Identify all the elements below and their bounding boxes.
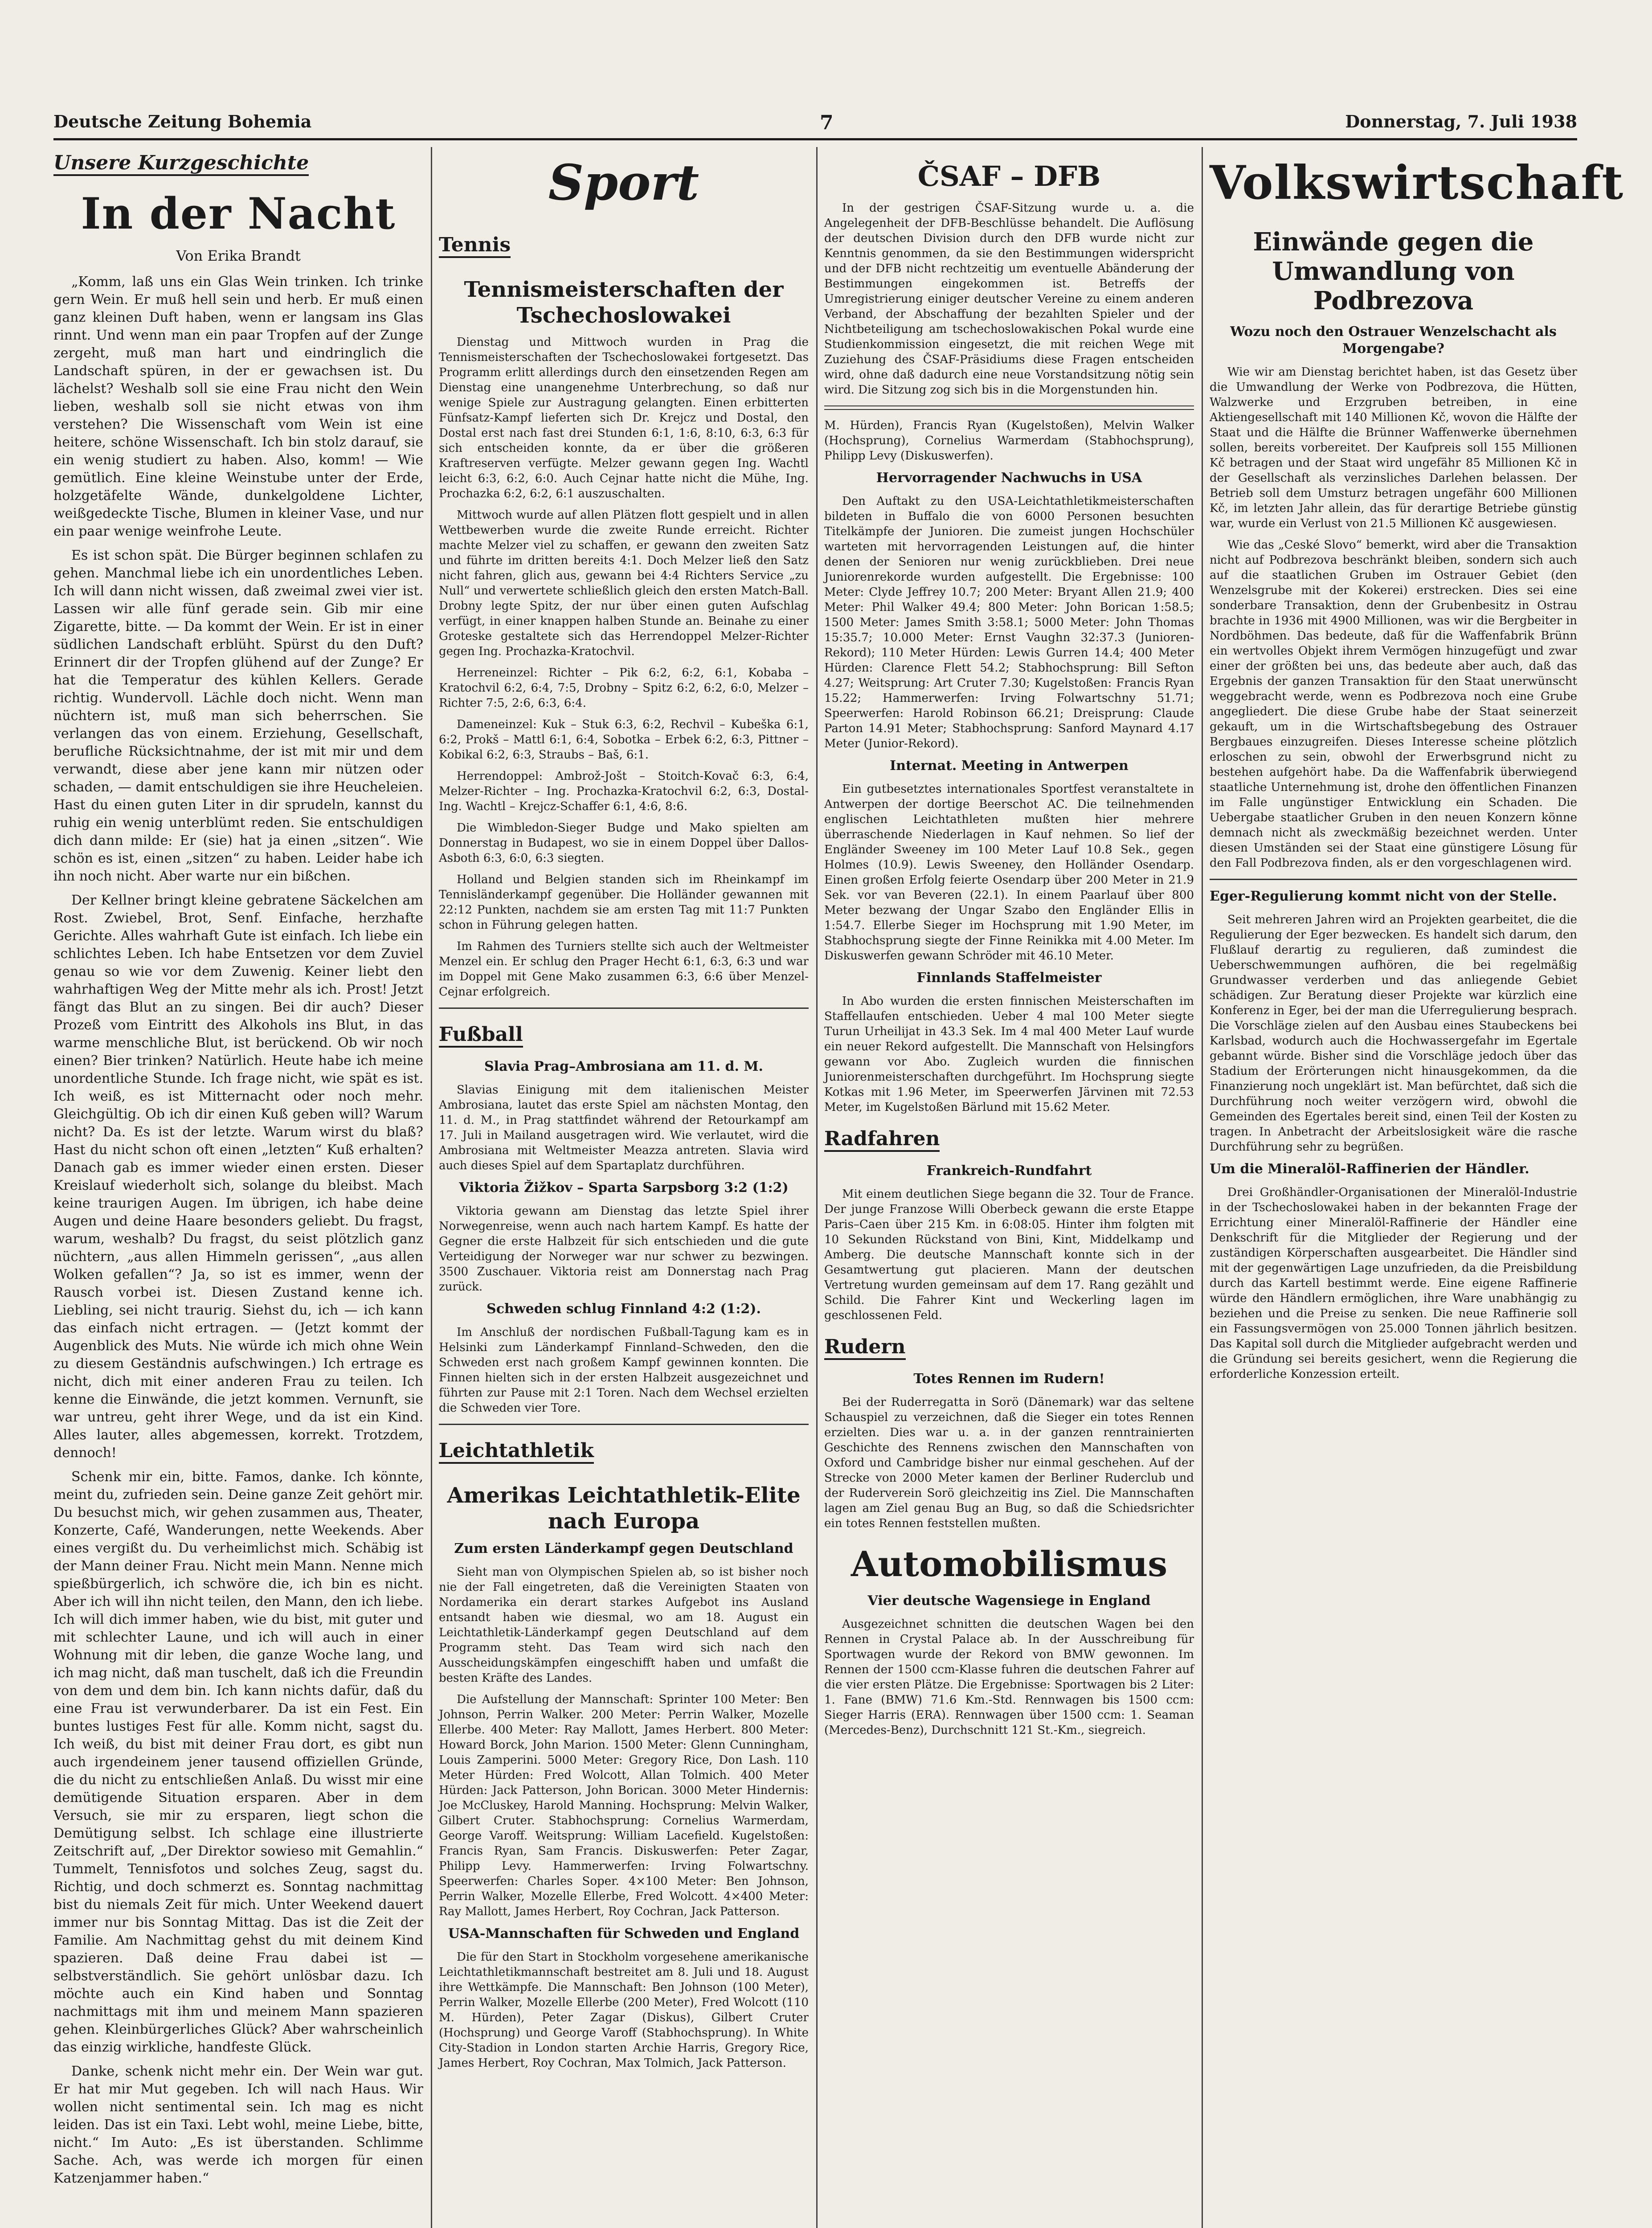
column-divider [816,147,818,2228]
story-paragraph: „Komm, laß uns ein Glas Wein trinken. Ich trinke gern Wein. Er muß hell sein und herb. Er muß einen ganz kleinen Duft haben, wenn er langsam ins Glas rinnt. Und wenn man ein paar Tropfen auf der Zunge zergeht, muß man hart und eindringlich die Landschaft spüren, in der er gewachsen ist. Du lächelst? Weshalb soll sie eine Frau nicht den Wein lieben, weshalb soll sie nicht etwas von ihm verstehen? Die Wissenschaft vom Wein ist eine heitere, schöne Wissenschaft. Ich bin stolz darauf, sie ein wenig studiert zu haben. Also, komm! — Wie gemütlich. Eine kleine Weinstube unter der Erde, holzgetäfelte Wände, dunkelgoldene Lichter, weißgedeckte Tische, Blumen in kleiner Vase, und nur ein paar wenige weinfrohe Leute. [53,274,423,539]
viktoria-text: Viktoria gewann am Dienstag das letzte Spiel ihrer Norwegenreise, wenn auch nach hartem Kampf. Es hatte der Gegner die erste Halbzeit für sich entschieden und die gute Verteidigung der Norweger war nur schwer zu bezwingen. 3500 Zuschauer. Viktoria reist am Donnerstag nach Prag zurück. [439,1204,809,1294]
story-title: In der Nacht [81,188,396,239]
section-label-athletics: Leichtathletik [439,1439,594,1464]
eger-text: Seit mehreren Jahren wird an Projekten gearbeitet, die die Regulierung der Eger bezwecken. Es handelt sich darum, den Flußlauf derartig zu regulieren, daß zumindest die Ueberschwemmungen aufhören, die bei regelmäßig Grundwasser verderben und das anliegende Gebiet schädigen. Zur Beratung dieser Projekte war kürzlich eine Konferenz in Eger, bei der man die Uferregulierung besprach. Die Vorschläge zielen auf den Ausbau eines Staubeckens bei Karlsbad, wodurch auch die Hochwassergefahr im Egertale gebannt würde. Bisher sind die Vorschläge jedoch über das Stadium der Erörterungen nicht hinausgekommen, da die Finanzierung noch ungeklärt ist. Man befürchtet, daß sich die Durchführung noch weiter verzögern wird, obwohl die Gemeinden des Egertales bereit sind, einen Teil der Kosten zu tragen. In Anbetracht der Arbeitslosigkeit wäre die rasche Durchführung sehr zu begrüßen. [1210,913,1577,1154]
story-paragraph: Der Kellner bringt kleine gebratene Säckelchen am Rost. Zwiebel, Brot, Senf. Einfache, herzhafte Gerichte. Alles wahrhaft Gute ist einfach. Ich liebe ein schlichtes Leben. Ich habe Entsetzen vor dem Zuviel genau so wie vor dem Zuwenig. Keiner liebt den wahrhaftigen Weg der Mitte mehr als ich. Prost! Jetzt fängt das Blut an zu singen. Bei dir auch? Dieser Prozeß vom Eintritt des Alkohols ins Blut, in das warme menschliche Blut, ist berückend. Ob wir noch einen? Bier trinken? Natürlich. Heute habe ich meine unordentliche Stunde. Ich frage nicht, wie spät es ist. Ich weiß, es ist Mitternacht oder noch mehr. Gleichgültig. Ob ich dir einen Kuß geben will? Warum nicht? Da. Es ist der letzte. Warum wirst du blaß? Hast du nicht schon oft einen „letzten“ Kuß erhalten? Danach gab es immer wieder einen ersten. Dieser Kreislauf wiederholt sich, solange du bleibst. Mach keine traurigen Augen. Im übrigen, ich habe deine Augen und deine Haare besonders geliebt. Du fragst, warum, weshalb? Du fragst, du seist plötzlich ganz nüchtern, „aus allen Himmeln gerissen“, „aus allen Wolken gefallen“? Ja, so ist es immer, wenn der Rausch vorbei ist. Diesen Zustand kenne ich. Liebling, sei nicht traurig. Siehst du, ich — ich kann das einfach nicht ertragen. — (Jetzt kommt der Augenblick des Muts. Nie würde ich mich ohne Wein zu diesem Geständnis aufschwingen.) Ich ertrage es nicht, dich mit einer anderen Frau zu teilen. Ich kenne die Einwände, die jetzt kommen. Vernunft, sie war untreu, geht ihrer Wege, und da ist ein Kind. Alles lauter, alles abgemessen, korrekt. Trotzdem, dennoch! [53,893,423,1461]
tennis-paragraph: Herreneinzel: Richter – Pik 6:2, 6:2, 6:1, Kobaba – Kratochvil 6:2, 6:4, 7:5, Drobny – Spitz 6:2, 6:2, 6:0, Melzer – Richter 7:5, 2:6, 6:3, 6:4. [439,666,809,710]
tennis-paragraph: Herrendoppel: Ambrož-Jošt – Stoitch-Kovač 6:3, 6:4, Melzer-Richter – Ing. Prochazka-Kratochvil 6:2, 6:3, Dostal-Ing. Wachtl – Krejcz-Schaffer 6:1, 4:6, 8:6. [439,770,809,813]
column-sport [439,147,809,2077]
auto-subheadline: Vier deutsche Wagensiege in England [867,1593,1151,1609]
economy-masthead: Volkswirtschaft [1210,155,1624,210]
section-label-tennis: Tennis [439,233,511,258]
tennis-paragraph: Die Wimbledon-Sieger Budge und Mako spielten am Donnerstag in Budapest, wo sie in einem Doppel über Dallos-Asboth 6:3, 6:0, 6:3 siegten. [439,821,809,865]
rowing-headline: Totes Rennen im Rudern! [913,1371,1105,1387]
section-label-cycling: Radfahren [824,1127,940,1152]
podbrezova-paragraph: Wie das „Ceské Slovo“ bemerkt, wird aber die Transaktion nicht auf Podbrezova beschränkt bleiben, sondern sich auch auf die staatlichen Gruben im Ostrauer Gebiet (den Wenzelsgrube mit der Kokerei) erstrecken. Dies sei eine sonderbare Transaktion, denn der Grubenbesitz in Ostrau brachte in 1936 mit 4900 Millionen, was wir die Bergbeiter in Nordböhmen. Das bedeute, daß für die Waffenfabrik Brünn ein wertvolles Objekt ihrem Vermögen hinzugefügt und zwar einer der größten bei uns, das bedeute aber auch, daß das Ergebnis der ganzen Transaktion für den Staat unerwünscht weggebracht werde, wenn es Podbrezova noch eine Grube angegliedert. Die diese Grube habe der Staat seinerzeit gekauft, um in die Wirtschaftsbegebung des Ostrauer Bergbaues einzugreifen. Dieses Interesse scheine plötzlich erloschen zu sein, obwohl der Erwerbsgrund nicht zu bestehen aufgehört habe. Da die Waffenfabrik überwiegend staatliche Unternehmung ist, drohe den öffentlichen Finanzen im Falle ungünstiger Entwicklung ein Schaden. Die Uebergabe staatlicher Gruben in den neuen Konzern könne demnach nicht als zweckmäßig bezeichnet werden. Unter diesen Umständen sei der Staat eine günstigere Lösung für den Fall Podbrezova finden, als er den vorgeschlagenen wird. [1210,538,1577,870]
schweden-headline: Schweden schlug Finnland 4:2 (1:2). [487,1301,761,1317]
usa-team-continued: M. Hürden), Francis Ryan (Kugelstoßen), Melvin Walker (Hochsprung), Cornelius Warmerdam (Stabhochsprung), Philipp Levy (Diskuswerfen). [824,419,1194,463]
schweden-text: Im Anschluß der nordischen Fußball-Tagung kam es in Helsinki zum Länderkampf Finnland–Schweden, den die Schweden erst nach großem Kampf gewinnen konnten. Die Finnen hielten sich in der ersten Halbzeit ausgezeichnet und führten zur Pause mit 2:1 Toren. Nach dem Wechsel erzielten die Schweden vier Tore. [439,1326,809,1415]
podbrezova-subheadline: Wozu noch den Ostrauer Wenzelschacht als Morgengabe? [1230,324,1557,356]
eger-headline: Eger-Regulierung kommt nicht von der Stelle. [1210,889,1557,904]
usa-paragraph: Die Aufstellung der Mannschaft: Sprinter 100 Meter: Ben Johnson, Perrin Walker. 200 Meter: Perrin Walker, Mozelle Ellerbe. 400 Meter: Ray Mallott, James Herbert. 800 Meter: Howard Borck, John Marion. 1500 Meter: Glenn Cunningham, Louis Zamperini. 5000 Meter: Gregory Rice, Don Lash. 110 Meter Hürden: Fred Wolcott, Allan Tolmich. 400 Meter Hürden: Jack Patterson, John Borican. 3000 Meter Hindernis: Joe McCluskey, Harold Manning. Hochsprung: Melvin Walker, Gilbert Cruter. Stabhochsprung: Cornelius Warmerdam, George Varoff. Weitsprung: William Lacefield. Kugelstoßen: Francis Ryan, Sam Francis. Diskuswerfen: Peter Zagar, Philipp Levy. Hammerwerfen: Irving Folwartschny. Speerwerfen: Charles Soper. 4×100 Meter: Ben Johnson, Perrin Walker, Mozelle Ellerbe, Fred Wolcott. 4×400 Meter: Ray Mallott, James Herbert, Roy Cochran, Jack Patterson. [439,1693,809,1918]
auto-headline: Automobilismus [851,1544,1168,1585]
finnland-headline: Finnlands Staffelmeister [916,970,1102,986]
sport-masthead: Sport [548,154,699,211]
usa-subheadline: Zum ersten Länderkampf gegen Deutschland [454,1541,793,1556]
csaf-dfb-headline: ČSAF – DFB [917,160,1101,192]
section-label-rowing: Rudern [824,1335,906,1360]
page-number: 7 [820,111,834,134]
header-rule [53,138,1577,140]
tennis-paragraph: Dameneinzel: Kuk – Stuk 6:3, 6:2, Rechvil – Kubeška 6:1, 6:2, Prokš – Mattl 6:1, 6:4, Sobotka – Erbek 6:2, 6:3, Pittner – Kobikal 6:2, 6:3, Straubs – Baš, 6:1. [439,718,809,762]
antwerpen-headline: Internat. Meeting in Antwerpen [890,758,1129,774]
issue-date: Donnerstag, 7. Juli 1938 [1345,111,1577,131]
usa-team-text: Die für den Start in Stockholm vorgesehene amerikanische Leichtathletikmannschaft bestreitet am 8. Juli und 18. August ihre Wettkämpfe. Die Mannschaft: Ben Johnson (100 Meter), Perrin Walker, Mozelle Ellerbe (200 Meter), Fred Wolcott (110 M. Hürden), Peter Zagar (Diskus), Gilbert Cruter (Hochsprung) und George Varoff (Stabhochsprung). In White City-Stadion in London starten Archie Harris, Gregory Rice, James Herbert, Roy Cochran, Max Tolmich, Jack Patterson. [439,1950,809,2070]
finnland-text: In Abo wurden die ersten finnischen Meisterschaften im Staffellaufen entschieden. Ueber 4 mal 100 Meter siegte Turun Urheilijat in 43.3 Sek. Im 4 mal 400 Meter Lauf wurde ein neuer Rekord aufgestellt. Die Mannschaft von Helsingfors gewann vor Abo. Zugleich wurden die finnischen Juniorenmeisterschaften durchgeführt. Im Hochsprung siegte Kotkas mit 1.96 Meter, im Speerwerfen Järvinen mit 72.53 Meter, im Kugelstoßen Bärlund mit 15.62 Meter. [824,995,1194,1114]
antwerpen-text: Ein gutbesetztes internationales Sportfest veranstaltete in Antwerpen der dortige Beerschot AC. Die teilnehmenden englischen Leichtathleten mußten hier mehrere überraschende Niederlagen in Kauf nehmen. So lief der Engländer Sweeney im 100 Meter Lauf 10.8 Sek., gegen Holmes (10.9). Lewis Sweeney, den Holländer Osendarp. Einen großen Erfolg feierte Osendarp über 200 Meter in 21.9 Sek. vor van Beveren (22.1). In einem Paarlauf über 800 Meter bezwang der Ungar Szabo den Engländer Ellis in 1:54.7. Ellerbe Sieger im Hochsprung mit 1.90 Meter, im Stabhochsprung siegte der Finne Reinikka mit 4.00 Meter. Im Diskuswerfen gewann Schröder mit 46.10 Meter. [824,782,1194,962]
tennis-paragraph: Im Rahmen des Turniers stellte sich auch der Weltmeister Menzel ein. Er schlug den Prager Hecht 6:1, 6:3, 6:3 und war im Doppel mit Gene Mako zusammen 6:3, 6:6 über Menzel-Cejnar erfolgreich. [439,940,809,999]
slavia-text: Slavias Einigung mit dem italienischen Meister Ambrosiana, lautet das erste Spiel am nächsten Montag, den 11. d. M., in Prag stattfindet während der Retourkampf am 17. Juli in Mailand ausgetragen wird. Wie verlautet, wird die Ambrosiana mit Weltmeister Meazza antreten. Slavia wird auch dieses Spiel auf dem Spartaplatz durchführen. [439,1083,809,1172]
nachwuchs-text: Den Auftakt zu den USA-Leichtathletikmeisterschaften bildeten in Buffalo die von 6000 Personen besuchten Titelkämpfe der Junioren. Die zumeist jungen Hochschüler warteten mit hervorragenden Leistungen auf, die hinter denen der Senioren nur wenig zurückblieben. Drei neue Juniorenrekorde wurden aufgestellt. Die Ergebnisse: 100 Meter: Clyde Jeffrey 10.7; 200 Meter: Bryant Allen 21.9; 400 Meter: Phil Walker 49.4; 800 Meter: John Borican 1:58.5; 1500 Meter: James Smith 3:58.1; 5000 Meter: John Thomas 15:35.7; 10.000 Meter: Ernst Vaughn 32:37.3 (Junioren-Rekord); 110 Meter Hürden: Lewis Gurren 14.4; 400 Meter Hürden: Clarence Flett 54.2; Stabhochsprung: Bill Sefton 4.27; Weitsprung: Art Cruter 7.30; Kugelstoßen: Francis Ryan 15.22; Hammerwerfen: Irving Folwartschny 51.71; Speerwerfen: Harold Robinson 66.21; Dreisprung: Claude Parton 14.91 Meter; Stabhochsprung: Sanford Maynard 4.17 Meter (Junior-Rekord). [824,495,1194,750]
tennis-headline: Tennismeisterschaften der Tschechoslowakei [464,277,784,328]
usa-team-headline: USA-Mannschaften für Schweden und England [448,1926,800,1941]
column-economy [1210,147,1624,1388]
section-label: Unsere Kurzgeschichte [53,152,309,176]
tennis-paragraph: Dienstag und Mittwoch wurden in Prag die Tennismeisterschaften der Tschechoslowakei fortgesetzt. Das Programm erlitt allerdings durch den einsetzenden Regen am Dienstag eine unangenehme Unterbrechung, so daß nur wenige Spiele zur Austragung gelangten. Einen erbitterten Fünfsatz-Kampf lieferten sich Dr. Krejcz und Dostal, den Dostal erst nach fast drei Stunden 6:1, 1:6, 8:10, 6:3, 6:3 für sich entscheiden konnte, da er über die größeren Kraftreserven verfügte. Melzer gewann gegen Ing. Wachtl leicht 6:3, 6:2, 6:0. Auch Cejnar hatte nicht die Mühe, Ing. Prochazka 6:2, 6:2, 6:1 auszuschalten. [439,336,809,500]
tour-headline: Frankreich-Rundfahrt [926,1163,1092,1179]
column-divider [431,147,432,2228]
mineral-headline: Um die Mineralöl-Raffinerien der Händler. [1210,1161,1529,1177]
separator [439,1008,809,1009]
separator [439,1424,809,1425]
page-header [53,107,1577,138]
rowing-text: Bei der Ruderregatta in Sorö (Dänemark) war das seltene Schauspiel zu verzeichnen, daß die Sieger ein totes Rennen erzielten. Dies war u. a. in der ganzen renntrainierten Geschichte des Rennens zwischen den Mannschaften von Oxford und Cambridge bisher nur einmal geschehen. Auf der Strecke von 2000 Meter kamen der Berliner Ruderclub und der Ruderverein Sorö gleichzeitig ins Ziel. Die Mannschaften lagen am Ziel genau Bug an Bug, so daß die Schiedsrichter ein totes Rennen feststellen mußten. [824,1396,1194,1530]
story-paragraph: Es ist schon spät. Die Bürger beginnen schlafen zu gehen. Manchmal liebe ich ein unordentliches Leben. Ich will dann nicht wissen, daß zweimal zwei vier ist. Lassen wir alle fünf gerade sein. Gib mir eine Zigarette, bitte. — Da kommt der Wein. Er ist in einer südlichen Landschaft erblüht. Spürst du den Duft? Erinnert dir der Tropfen glühend auf der Zunge? Er hat die Temperatur des kühlen Kellers. Gerade richtig. Wundervoll. Lächle doch nicht. Wenn man nüchtern ist, muß man sich beherrschen. Sie verlangen das von einem. Erziehung, Gesellschaft, berufliche Rücksichtnahme, der ist mit mir und dem verwandt, diese aber jene kann mir nützen oder schaden, — damit entschuldigen sie ihre Heucheleien. Hast du einen guten Liter in dir sprudeln, kannst du ruhig ein wenig unterblümt reden. Sie entschuldigen dich dann milde: Er (sie) hat ja einen „sitzen“. Wie schön es ist, einen „sitzen“ zu haben. Leider habe ich ihn noch nicht. Aber warte nur ein bißchen. [53,548,423,884]
tennis-paragraph: Mittwoch wurde auf allen Plätzen flott gespielt und in allen Wettbewerben wurde die zweite Runde erreicht. Richter machte Melzer viel zu schaffen, er gewann den zweiten Satz und führte im dritten bereits 4:1. Doch Melzer ließ den Satz nicht fahren, glich aus, gewann bei 4:4 Richters Service „zu Null“ und verwertete schließlich gleich den ersten Match-Ball. Drobny legte Spitz, der nur über einen guten Aufschlag verfügt, in einer knappen halben Stunde an. Beinahe zu einer Groteske gestaltete sich das Herrendoppel Melzer-Richter gegen Ing. Prochazka-Kratochvil. [439,508,809,658]
separator [824,405,1194,410]
podbrezova-paragraph: Wie wir am Dienstag berichtet haben, ist das Gesetz über die Umwandlung der Werke von Podbrezova, die Hütten, Walzwerke und Erzgruben betreiben, in eine Aktiengesellschaft mit 140 Millionen Kč, wovon die Hälfte der Staat und die Hälfte die Brünner Waffenwerke übernehmen sollen, bereits vorbereitet. Der Kaufpreis soll 155 Millionen Kč betragen und der Staat wird ungefähr 85 Millionen Kč in der Gesellschaft als verzinsliches Darlehen belassen. Der Betrieb soll dem Umsturz betragen ungefähr 600 Millionen Kč, im letzten Jahr allein, das für derartige Betriebe günstig war, wurde ein Verlust von 21.5 Millionen Kč ausgewiesen. [1210,365,1577,530]
column-divider [1202,147,1203,2228]
separator [1210,879,1577,880]
viktoria-headline: Viktoria Žižkov – Sparta Sarpsborg 3:2 (1:2) [459,1180,789,1196]
column-story [53,147,423,2194]
story-paragraph: Danke, schenk nicht mehr ein. Der Wein war gut. Er hat mir Mut gegeben. Ich will nach Haus. Wir wollen nicht sentimental sein. Ich mag es nicht leiden. Das ist ein Taxi. Lebt wohl, meine Liebe, bitte, nicht.“ Im Auto: „Es ist überstanden. Schlimme Sache. Ach, was werde ich morgen für einen Katzenjammer haben.“ [53,2064,423,2186]
slavia-headline: Slavia Prag–Ambrosiana am 11. d. M. [484,1059,763,1074]
mineral-text: Drei Großhändler-Organisationen der Mineralöl-Industrie in der Tschechoslowakei haben in der bekannten Frage der Errichtung einer Mineralöl-Raffinerie der Händler eine Denkschrift für die Mitglieder der Regierung und der zuständigen Körperschaften ausgearbeitet. Die Händler sind mit der gegenwärtigen Lage unzufrieden, da die Preisbildung durch das Kartell bestimmt werde. Eine eigene Raffinerie würde den Händlern ermöglichen, ihre Ware unabhängig zu beziehen und die Preise zu senken. Die neue Raffinerie soll ein Fassungsvermögen von 25.000 Tonnen jährlich besitzen. Das Kapital soll durch die Mitglieder aufgebracht werden und die Gründung sei bereits gesichert, wenn die Regierung die erforderliche Konzession erteilt. [1210,1186,1577,1381]
story-byline: Von Erika Brandt [176,247,301,264]
newspaper-name: Deutsche Zeitung Bohemia [53,111,312,131]
usa-paragraph: Sieht man von Olympischen Spielen ab, so ist bisher noch nie der Fall eingetreten, daß die Vereinigten Staaten von Nordamerika ein derart starkes Aufgebot ins Ausland entsandt haben wie diesmal, wo am 18. August ein Leichtathletik-Länderkampf gegen Deutschland auf dem Programm steht. Das Team wird sich nach den Ausscheidungskämpfen eingeschifft haben und umfaßt die besten Kräfte des Landes. [439,1565,809,1685]
nachwuchs-headline: Hervorragender Nachwuchs in USA [876,470,1142,486]
auto-text: Ausgezeichnet schnitten die deutschen Wagen bei den Rennen in Crystal Palace ab. In der Ausschreibung für Sportwagen wurde der Rekord von BMW gewonnen. Im Rennen der 1500 ccm-Klasse fuhren die deutschen Fahrer auf die vier ersten Plätze. Die Ergebnisse: Sportwagen bis 2 Liter: 1. Fane (BMW) 71.6 Km.-Std. Rennwagen bis 1500 ccm: Sieger Harris (ERA). Rennwagen über 1500 ccm: 1. Seaman (Mercedes-Benz), Durchschnitt 121 St.-Km., siegreich. [824,1618,1194,1737]
section-label-football: Fußball [439,1023,523,1048]
tennis-paragraph: Holland und Belgien standen sich im Rheinkampf im Tennisländerkampf gegenüber. Die Holländer gewannen mit 22:12 Punkten, nachdem sie am ersten Tag mit 11:7 Punkten schon in Führung gelegen hatten. [439,873,809,932]
tour-text: Mit einem deutlichen Siege begann die 32. Tour de France. Der junge Franzose Willi Oberbeck gewann die erste Etappe Paris–Caen über 215 Km. in 6:08:05. Hinter ihm folgten mit 10 Sekunden Rückstand von Bini, Kint, Middelkamp und Amberg. Die deutsche Mannschaft konnte sich in der Gesamtwertung gut placieren. Mann der deutschen Vertretung wurden gemeinsam auf dem 17. Rang gezählt und Schild. Die Fahrer Kint und Weckerling lagen im geschlossenen Feld. [824,1188,1194,1322]
csaf-dfb-text: In der gestrigen ČSAF-Sitzung wurde u. a. die Angelegenheit der DFB-Beschlüsse behandelt. Die Auflösung der deutschen Division durch den DFB wurde nicht zur Kenntnis genommen, da sie den Bestimmungen widerspricht und der DFB nicht rechtzeitig um eventuelle Abänderung der Bestimmungen eingekommen ist. Betreffs der Umregistrierung einiger deutscher Vereine zu einem anderen Verband, der Abschaffung der bezahlten Spieler und der Nichtbeteiligung am tschechoslowakischen Pokal wurde eine Studienkommission eingesetzt, die mit reichen Wege mit Zuziehung des ČSAF-Präsidiums diese Fragen entscheiden wird, ohne daß dadurch eine neue Vorstandsitzung nötig sein wird. Die Sitzung zog sich bis in die Morgenstunden hin. [824,201,1194,397]
usa-headline: Amerikas Leichtathletik-Elite nach Europa [447,1483,801,1534]
column-sport-continued [824,147,1194,1744]
podbrezova-headline: Einwände gegen die Umwandlung von Podbrezova [1253,227,1534,315]
story-paragraph: Schenk mir ein, bitte. Famos, danke. Ich könnte, meint du, zufrieden sein. Deine ganze Zeit gehört mir. Du besuchst mich, wir gehen zusammen aus, Theater, Konzerte, Café, Wanderungen, nette Weekends. Aber eines vergißt du. Du verheimlichst mich. Schäbig ist der Mann deiner Frau. Nicht mein Mann. Nenne mich spießbürgerlich, ich schwöre die, ich bin es nicht. Aber ich will ihn nicht teilen, den Mann, den ich liebe. Ich will dich immer haben, wie du bist, mit guter und mit schlechter Laune, und ich will auch in einer Wohnung mit dir leben, die ganze Woche lang, und ich mag nicht, daß man tuschelt, daß ich die Freundin von dem und dem bin. Ich kann nichts dafür, daß du eine Frau ist verwunderbarer. Da ist ein Fest. Ein buntes lustiges Fest für alle. Komm nicht, sagst du. Ich weiß, du bist mit deiner Frau dort, es gibt nun auch irgendeinem jener tausend offiziellen Gründe, die du nicht zu entschließen Anlaß. Du wisst mir eine demütigende Situation ersparen. Aber in dem Versuch, sie mir zu ersparen, liegt schon die Demütigung selbst. Ich schlage eine illustrierte Zeitschrift auf, „Der Direktor sowieso mit Gemahlin.“ Tummelt, Tennisfotos und solches Zeug, sagst du. Richtig, und doch schmerzt es. Sonntag nachmittag bist du niemals Zeit für mich. Unter Weekend dauert immer nur bis Sonntag Mittag. Das ist die Zeit der Familie. Am Nachmittag gehst du mit deinem Kind spazieren. Daß deine Frau dabei ist — selbstverständlich. Sie gehört unlösbar dazu. Ich möchte auch ein Kind haben und Sonntag nachmittags mit ihm und meinem Mann spazieren gehen. Kleinbürgerliches Glück? Aber wahrscheinlich das einzig wirkliche, handfeste Glück. [53,1469,423,2055]
